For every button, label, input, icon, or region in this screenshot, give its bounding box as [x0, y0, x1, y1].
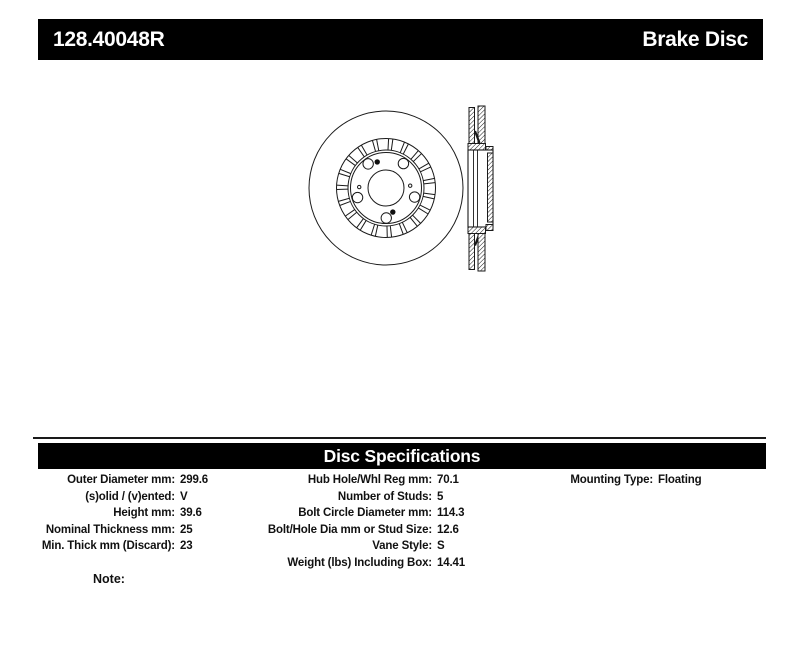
vane-line	[423, 178, 434, 180]
stud-hole	[398, 158, 408, 168]
spec-value: Floating	[658, 474, 702, 486]
top-friction-plate-left	[469, 108, 475, 144]
bottom-friction-plate-left	[469, 234, 475, 270]
spec-column-right	[500, 472, 702, 489]
brake-disc-front-view	[309, 111, 463, 265]
spec-value: 25	[180, 523, 193, 536]
stud-hole	[363, 159, 373, 169]
spec-label: Hub Hole/Whl Reg mm:	[307, 474, 432, 486]
spec-label: (s)olid / (v)ented:	[85, 490, 175, 503]
spec-label: Mounting Type:	[570, 474, 653, 486]
rivet-hole	[358, 185, 361, 188]
spec-value: 70.1	[437, 474, 459, 486]
vane-line	[372, 140, 375, 151]
note-label: Note:	[93, 572, 125, 586]
bottom-friction-plate-right	[478, 234, 485, 272]
vane-line	[377, 139, 379, 150]
product-type: Brake Disc	[642, 27, 748, 51]
spec-label: Min. Thick mm (Discard):	[41, 540, 175, 553]
stud-hole	[381, 213, 391, 223]
vane-ring-inner	[348, 150, 424, 226]
spec-row	[278, 555, 465, 572]
vane-line	[371, 224, 374, 235]
spec-value: 23	[180, 540, 193, 553]
spec-row	[267, 522, 465, 539]
stud-hole	[409, 192, 419, 202]
spec-row	[278, 538, 465, 555]
hub-hole	[368, 170, 404, 206]
vane-line	[400, 142, 404, 153]
spec-value: 299.6	[180, 474, 209, 486]
spec-row	[20, 472, 208, 489]
spec-column-middle	[267, 472, 466, 572]
top-friction-plate-right	[478, 106, 485, 144]
hub-mounting-face	[488, 153, 494, 222]
spec-row	[20, 505, 208, 522]
spec-label: Nominal Thickness mm:	[45, 523, 175, 536]
vane-line	[424, 193, 435, 195]
top-plate-shoulder	[468, 144, 486, 151]
bottom-plate-shoulder	[468, 227, 486, 234]
vane-line	[375, 225, 377, 236]
vane-line	[340, 201, 351, 205]
disc-outer-edge	[309, 111, 463, 265]
balance-mark	[375, 159, 380, 164]
brake-disc-drawing	[285, 93, 510, 288]
title-bar	[38, 19, 763, 60]
vane-line	[337, 185, 348, 186]
spec-row	[20, 489, 208, 506]
spec-row	[500, 472, 702, 489]
spec-row	[278, 472, 465, 489]
vane-line	[338, 198, 349, 201]
spec-value: S	[437, 540, 445, 553]
spec-value: 114.3	[437, 507, 465, 520]
spec-value: 39.6	[180, 507, 202, 520]
vane-line	[402, 222, 407, 232]
spec-value: 5	[437, 490, 444, 503]
vane-line	[339, 173, 350, 176]
vane-line	[390, 226, 391, 237]
stud-hole	[352, 192, 362, 202]
spec-label: Bolt Circle Diameter mm:	[298, 507, 432, 520]
spec-section-header	[38, 443, 766, 469]
vane-line	[420, 167, 430, 172]
vane-line	[391, 139, 393, 150]
spec-row	[278, 489, 465, 506]
spec-value: 14.41	[437, 556, 466, 569]
spec-row	[278, 505, 465, 522]
spec-label: Outer Diameter mm:	[67, 474, 175, 486]
brake-disc-technical-drawing	[285, 93, 510, 288]
vane-line	[399, 224, 403, 235]
brake-disc-side-view-cross-section	[468, 106, 493, 271]
rivet-hole	[408, 184, 411, 187]
spec-label: Vane Style:	[372, 540, 432, 553]
bottom-hat-step	[486, 225, 493, 231]
spec-label: Number of Studs:	[337, 490, 432, 503]
vane-line	[423, 196, 434, 199]
vane-line	[340, 169, 351, 173]
vane-line	[388, 139, 389, 150]
spec-value: V	[180, 490, 188, 503]
balance-mark	[390, 209, 395, 214]
vane-line	[403, 144, 408, 154]
vane-line	[419, 163, 429, 169]
spec-label: Bolt/Hole Dia mm or Stud Size:	[267, 523, 432, 536]
spec-column-left	[20, 472, 208, 555]
spec-row	[20, 522, 208, 539]
spec-value: 12.6	[437, 523, 459, 536]
vane-line	[424, 183, 435, 184]
spec-label: Height mm:	[113, 507, 175, 520]
vane-ring-outer	[337, 139, 436, 238]
section-separator-line	[33, 437, 766, 439]
spec-section-title: Disc Specifications	[323, 445, 481, 466]
spec-row	[20, 538, 208, 555]
part-number: 128.40048R	[53, 27, 165, 51]
spec-label: Weight (lbs) Including Box:	[287, 556, 432, 569]
